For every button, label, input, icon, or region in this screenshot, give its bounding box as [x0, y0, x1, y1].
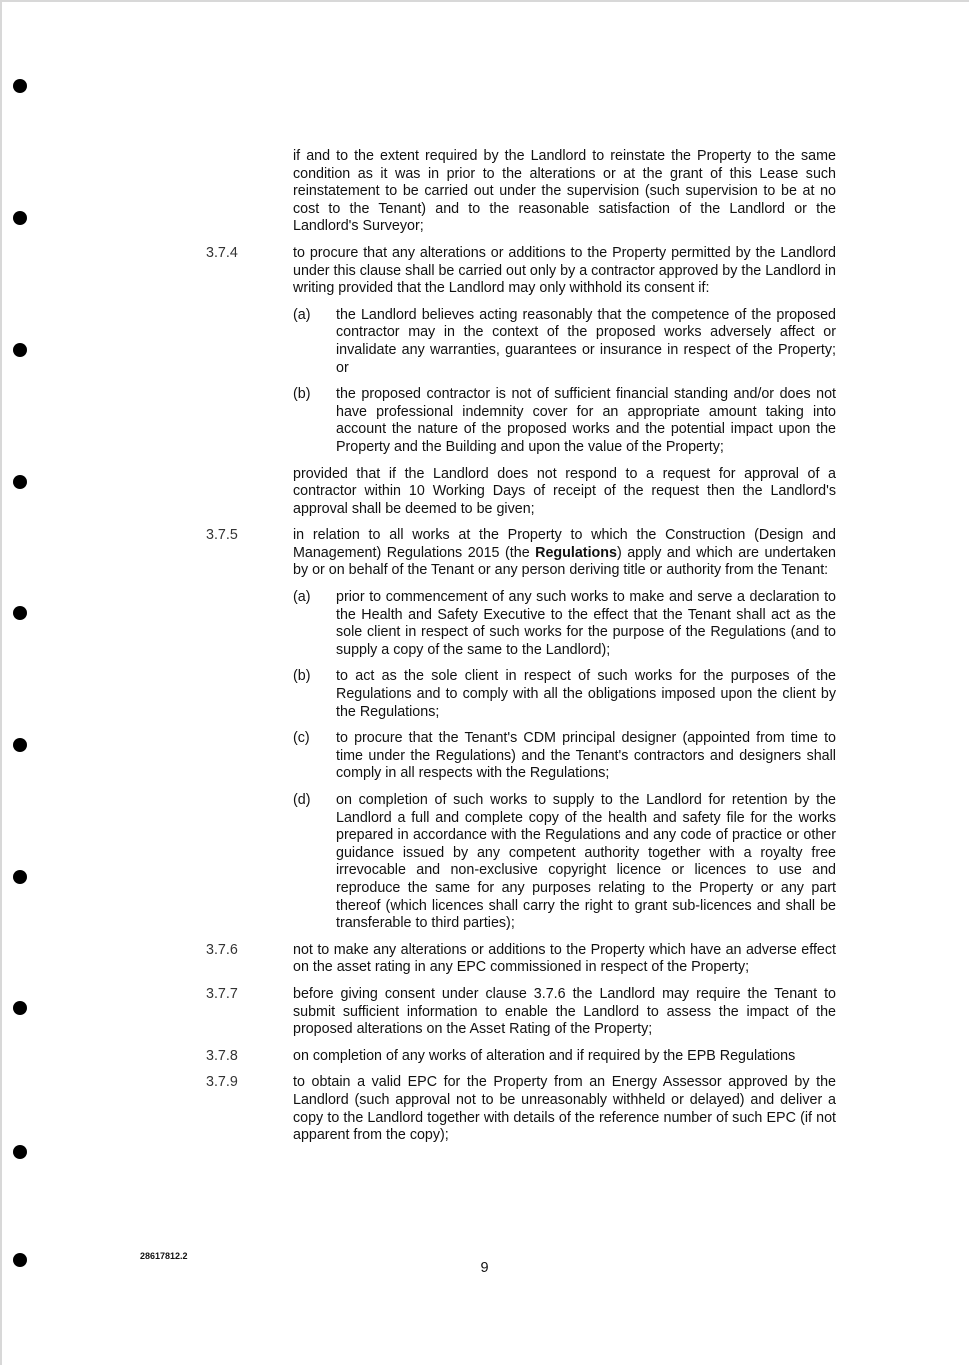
clause-text: before giving consent under clause 3.7.6 the Landlord may require the Tenant to submit sufficient information to enable the Landlord to assess the impact of the proposed alterations on the Asset Rating of the Property; — [293, 985, 836, 1038]
sub-clause-label: (c) — [293, 730, 310, 747]
sub-clause — [0, 730, 969, 783]
document-reference: 28617812.2 — [140, 1251, 188, 1261]
clause-number: 3.7.7 — [206, 985, 238, 1002]
sub-clause-text: the Landlord believes acting reasonably that the competence of the proposed contractor may in the context of the proposed works adversely affect or invalidate any warranties, guarantees or insurance in respect of the Property; or — [336, 306, 836, 376]
clause-text: in relation to all works at the Property to which the Construction (Design and Management) Regulations 2015 (the Regulations) apply and which are undertaken by or on behalf of the Tenant or any person deriving title or authority from the Tenant: — [293, 527, 836, 579]
clause-number: 3.7.4 — [206, 244, 238, 261]
sub-clause-text: on completion of such works to supply to the Landlord for retention by the Landlord a full and complete copy of the health and safety file for the works prepared in accordance with the Regulations and any code of practice or other guidance issued by any competent authority together with a royalty free irrevocable and non-exclusive copyright licence or licences to use and reproduce the same for any purposes relating to the Property or any part thereof (which licences shall carry the right to grant sub-licences and shall be transferable to third parties); — [336, 792, 836, 932]
sub-clause-label: (b) — [293, 386, 311, 403]
sub-clause-label: (b) — [293, 668, 311, 685]
sub-clause — [0, 386, 969, 456]
defined-term: Regulations — [535, 544, 617, 561]
page-number: 9 — [480, 1260, 489, 1276]
clause-number: 3.7.9 — [206, 1074, 238, 1091]
clause-3-7-7 — [0, 986, 969, 1039]
clause-text: not to make any alterations or additions to the Property which have an adverse effect on the asset rating in any EPC commissioned in respect of the Property; — [293, 941, 836, 976]
clause-text: to obtain a valid EPC for the Property from an Energy Assessor approved by the Landlord (such approval not to be unreasonably withheld or delayed) and deliver a copy to the Landlord together with details of the reference number of such EPC (if not apparent from the copy); — [293, 1074, 836, 1144]
clause-3-7-5 — [0, 527, 969, 580]
sub-clause-text: to act as the sole client in respect of such works for the purposes of the Regulations and to comply with all the obligations imposed upon the client by the Regulations; — [336, 668, 836, 720]
clause-3-7-8 — [0, 1048, 969, 1066]
sub-clause — [0, 792, 969, 933]
clause-number: 3.7.5 — [206, 527, 238, 544]
page-edge — [0, 0, 969, 2]
intro-paragraph: if and to the extent required by the Landlord to reinstate the Property to the same condition as it was in prior to the alterations or at the grant of this Lease such reinstatement to be carried out under the supervision (such supervision to be at no cost to the Tenant) and to the reasonable satisfaction of the Landlord or the Landlord's Surveyor; — [293, 148, 836, 235]
sub-clause-text: the proposed contractor is not of sufficient financial standing and/or does not have professional indemnity cover for an appropriate amount taking into account the nature of the proposed works and the potential impact upon the Property and the Building and upon the value of the Property; — [336, 386, 836, 455]
clause-number: 3.7.8 — [206, 1047, 238, 1064]
sub-clause-label: (a) — [293, 589, 311, 606]
sub-clause — [0, 668, 969, 721]
clause-3-7-6 — [0, 942, 969, 977]
sub-clause — [0, 307, 969, 377]
sub-clause-label: (a) — [293, 306, 311, 323]
punch-hole-icon — [13, 79, 27, 93]
sub-clause-text: to procure that the Tenant's CDM principal designer (appointed from time to time under the Regulations) and the Tenant's contractors and designers shall comply in all respects with the Regulations; — [336, 730, 836, 782]
clause-number: 3.7.6 — [206, 941, 238, 958]
proviso-paragraph: provided that if the Landlord does not respond to a request for approval of a contractor within 10 Working Days of receipt of the request then the Landlord's approval shall be deemed to be given; — [293, 465, 836, 517]
clause-3-7-9 — [0, 1074, 969, 1144]
punch-hole-icon — [13, 1145, 27, 1159]
clause-text: to procure that any alterations or additions to the Property permitted by the Landlord under this clause shall be carried out only by a contractor approved by the Landlord in writing provided that the Landlord may only withhold its consent if: — [293, 244, 836, 297]
sub-clause — [0, 589, 969, 659]
sub-clause-text: prior to commencement of any such works to make and serve a declaration to the Health and Safety Executive to the effect that the Tenant shall act as the sole client in respect of such works for the purpose of the Regulations (and to supply a copy of the same to the Landlord); — [336, 589, 836, 658]
sub-clause-label: (d) — [293, 792, 311, 808]
clause-text: on completion of any works of alteration and if required by the EPB Regulations — [293, 1047, 796, 1064]
clause-3-7-4 — [0, 245, 969, 298]
document-body — [0, 148, 969, 1145]
